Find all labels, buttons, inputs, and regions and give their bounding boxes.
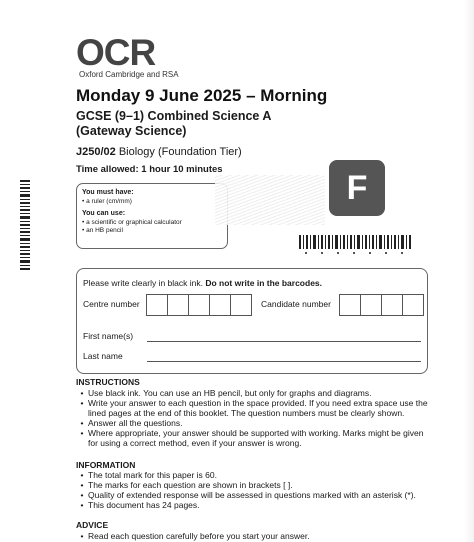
list-item	[76, 470, 432, 480]
centre-number-cell[interactable]	[146, 294, 168, 316]
last-name-label: Last name	[83, 351, 123, 361]
bullet: •	[80, 470, 84, 480]
centre-number-cells[interactable]	[147, 294, 252, 316]
paper-name: Biology (Foundation Tier)	[118, 146, 242, 158]
first-name-label: First name(s)	[83, 331, 134, 341]
candidate-number-cells[interactable]	[340, 294, 424, 316]
list-item	[76, 531, 432, 541]
advice-list	[76, 531, 432, 541]
bullet: •	[80, 428, 84, 438]
security-pattern	[215, 175, 325, 225]
advice-text: Read each question carefully before you start your answer.	[88, 531, 310, 541]
bullet: •	[80, 398, 84, 408]
can-use-heading: You can use:	[82, 210, 126, 217]
subject-line-2: (Gateway Science)	[76, 124, 187, 138]
centre-number-cell[interactable]	[230, 294, 252, 316]
information-text: The marks for each question are shown in brackets [ ].	[88, 480, 293, 490]
exam-date: Monday 9 June 2025 – Morning	[76, 86, 328, 105]
list-item	[76, 428, 432, 448]
ocr-logo: OCR	[76, 32, 156, 73]
last-name-field[interactable]	[147, 361, 421, 362]
bullet: •	[80, 480, 84, 490]
candidate-details-box	[76, 268, 428, 374]
instruction-text: Please write clearly in black ink.	[83, 278, 206, 288]
list-item	[76, 418, 432, 428]
subject-line-1: GCSE (9–1) Combined Science A	[76, 109, 272, 123]
centre-number-label: Centre number	[83, 299, 140, 309]
instruction-bold-text: Do not write in the barcodes.	[205, 278, 323, 288]
list-item	[76, 500, 432, 510]
instructions-heading: INSTRUCTIONS	[76, 377, 140, 387]
requirements-box	[76, 183, 228, 249]
centre-number-cell[interactable]	[188, 294, 210, 316]
candidate-number-cell[interactable]	[402, 294, 424, 316]
candidate-box-instruction	[83, 278, 322, 288]
logo-subtitle: Oxford Cambridge and RSA	[79, 70, 179, 79]
centre-number-cell[interactable]	[167, 294, 189, 316]
instruction-text: Write your answer to each question in the space provided. If you need extra space use the lined pages at the end of this booklet. The question numbers must be clearly shown.	[88, 398, 428, 418]
information-text: Quality of extended response will be assessed in questions marked with an asterisk (*).	[88, 490, 416, 500]
information-text: The total mark for this paper is 60.	[88, 470, 217, 480]
candidate-number-cell[interactable]	[360, 294, 382, 316]
information-list	[76, 470, 432, 510]
instruction-text: Use black ink. You can use an HB pencil, but only for graphs and diagrams.	[88, 388, 372, 398]
barcode-right	[299, 235, 411, 255]
instructions-list	[76, 388, 432, 448]
instruction-text: Answer all the questions.	[88, 418, 183, 428]
can-use-item: • an HB pencil	[82, 227, 123, 234]
must-have-item: • a ruler (cm/mm)	[82, 198, 132, 205]
bullet: •	[80, 388, 84, 398]
list-item	[76, 480, 432, 490]
tier-badge: F	[329, 160, 385, 216]
paper-title	[76, 146, 242, 158]
instruction-text: Where appropriate, your answer should be supported with working. Marks might be given for using a correct method, even if your answer is wrong.	[88, 428, 424, 448]
list-item	[76, 388, 432, 398]
barcode-left	[20, 180, 35, 270]
candidate-number-cell[interactable]	[381, 294, 403, 316]
bullet: •	[80, 418, 84, 428]
centre-number-cell[interactable]	[209, 294, 231, 316]
bullet: •	[80, 490, 84, 500]
time-allowed: Time allowed: 1 hour 10 minutes	[76, 164, 223, 175]
must-have-heading: You must have:	[82, 189, 134, 196]
advice-heading: ADVICE	[76, 520, 109, 530]
can-use-item: • a scientific or graphical calculator	[82, 219, 182, 226]
list-item	[76, 398, 432, 418]
information-text: This document has 24 pages.	[88, 500, 200, 510]
bullet: •	[80, 500, 84, 510]
page-edge-shadow	[464, 0, 474, 542]
first-name-field[interactable]	[147, 341, 421, 342]
subject-title	[76, 109, 271, 139]
paper-code: J250/02	[76, 146, 116, 158]
candidate-number-label: Candidate number	[261, 299, 331, 309]
information-heading: INFORMATION	[76, 460, 136, 470]
list-item	[76, 490, 432, 500]
bullet: •	[80, 531, 84, 541]
candidate-number-cell[interactable]	[339, 294, 361, 316]
